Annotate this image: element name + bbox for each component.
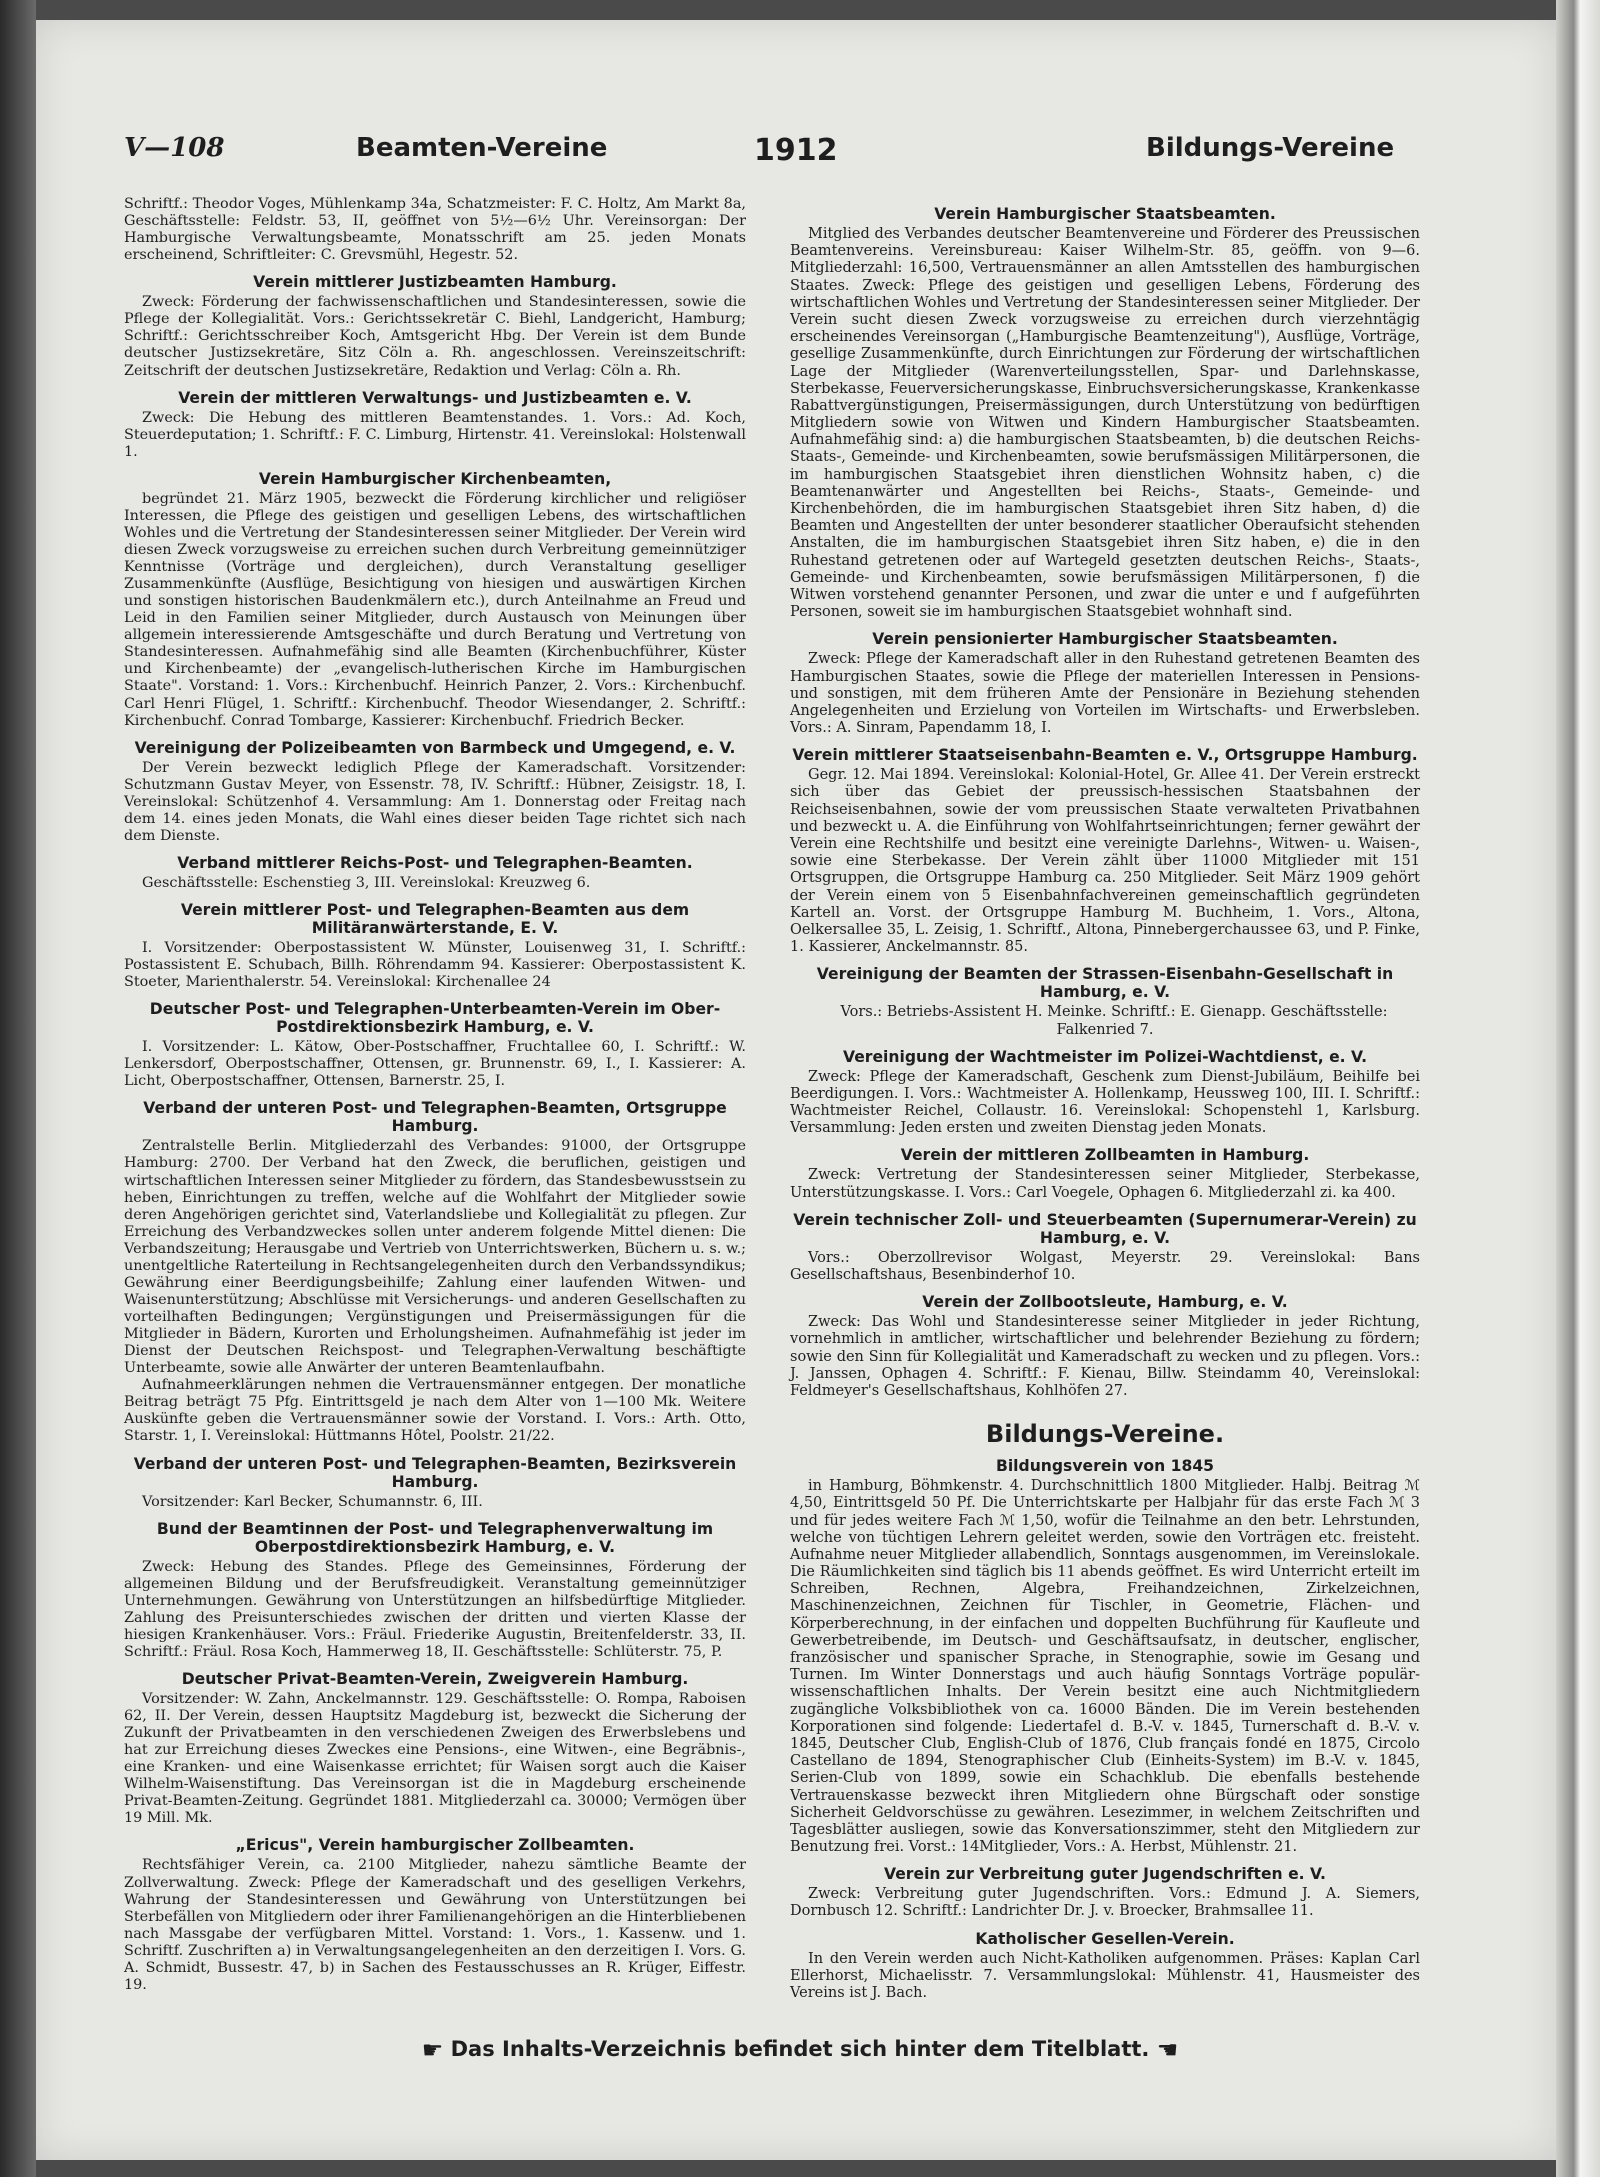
association-entry [790, 1146, 1420, 1201]
association-title: Verein mittlerer Staatseisenbahn-Beamten e. V., Ortsgruppe Hamburg. [792, 746, 1418, 765]
association-text: Geschäftsstelle: Eschenstieg 3, III. Vereinslokal: Kreuzweg 6. [142, 874, 591, 891]
association-entry [124, 1670, 746, 1828]
association-entry [124, 1000, 746, 1090]
association-title: Vereinigung der Wachtmeister im Polizei-Wachtdienst, e. V. [842, 1047, 1367, 1066]
association-text: In den Verein werden auch Nicht-Katholiken aufgenommen. Präses: Kaplan Carl Ellerhorst, Michaelisstr. 7. Versammlungslokal: Mühlenstr. 41, Hausmeister des Vereins ist J. Bach. [790, 1950, 1420, 2001]
association-title: Verein pensionierter Hamburgischer Staatsbeamten. [872, 630, 1338, 649]
association-title: Bund der Beamtinnen der Post- und Telegraphenverwaltung im Oberpostdirektionsbezirk Hamburg, e. V. [156, 1519, 714, 1556]
scan-border-left [0, 0, 36, 2177]
association-text: Gegr. 12. Mai 1894. Vereinslokal: Kolonial-Hotel, Gr. Allee 41. Der Verein erstreckt sich über das Gebiet der preussisch-hessischen Staatsbahnen der Reichseisenbahnen, sowie der vom preussischen Staate verwalteten Privatbahnen und bezweckt u. A. die Einführung von Wohlfahrtseinrichtungen; ferner gewährt der Verein eine Rechtshilfe und besitzt eine vereinigte Darlehns-, Witwen- u. Waisen-, sowie eine Sterbekasse. Der Verein zählt über 11000 Mitglieder mit 151 Ortsgruppen, die Ortsgruppe Hamburg ca. 250 Mitglieder. Seit März 1909 gehört der Verein einem von 5 Eisenbahnfachvereinen gemeinschaftlich gegründeten Kartell an. Vorst. der Ortsgruppe Hamburg M. Buchheim, 1. Vors., Altona, Oelkersallee 35, L. Zeisig, 1. Schriftf., Altona, Pinnebergerchaussee 63, und P. Finke, 1. Kassierer, Anckelmannstr. 85. [790, 767, 1420, 956]
footer-note [360, 2032, 1240, 2066]
association-text: Zweck: Pflege der Kameradschaft aller in den Ruhestand getretenen Beamten des Hamburgischen Staates, sowie die Pflege der materiellen Interessen in Pensions- und sonstigen, mit dem früheren Amte der Pensionäre in Beziehung stehenden Angelegenheiten und Erzielung von Vorteilen im Wirtschafts- und Erwerbsleben. Vors.: A. Sinram, Papendamm 18, I. [790, 651, 1420, 737]
header-year: 1912 [754, 133, 838, 168]
scan-border-right [1556, 0, 1600, 2177]
left-column [124, 196, 746, 1994]
association-title: Deutscher Post- und Telegraphen-Unterbeamten-Verein im Ober-Postdirektionsbezirk Hamburg, e. V. [149, 1000, 721, 1037]
association-title: Verein mittlerer Post- und Telegraphen-Beamten aus dem Militäranwärterstande, E. V. [180, 901, 690, 937]
association-text: Vors.: Betriebs-Assistent H. Meinke. Schriftf.: E. Gienapp. Geschäftsstelle: Falkenried 7. [840, 1004, 1388, 1038]
association-text: Zweck: Die Hebung des mittleren Beamtenstandes. 1. Vors.: Ad. Koch, Steuerdeputation; 1. Schriftf.: F. C. Limburg, Hirtenstr. 41. Vereinslokal: Holstenwall 1. [124, 409, 746, 460]
association-title: Verband der unteren Post- und Telegraphen-Beamten, Ortsgruppe Hamburg. [143, 1099, 727, 1136]
association-text: Vorsitzender: Karl Becker, Schumannstr. 6, III. [142, 1493, 483, 1510]
association-title: Verein der Zollbootsleute, Hamburg, e. V. [922, 1293, 1288, 1312]
association-title: Verband der unteren Post- und Telegraphen-Beamten, Bezirksverein Hamburg. [133, 1454, 737, 1491]
association-text: Mitglied des Verbandes deutscher Beamtenvereine und Förderer des Preussischen Beamtenvereins. Vereinsbureau: Kaiser Wilhelm-Str. 85, geöffn. von 9—6. Mitgliederzahl: 16,500, Vertrauensmänner an allen Amtsstellen des hamburgischen Staates. Zweck: Pflege des geistigen und geselligen Lebens, Förderung des wirtschaftlichen Wohles und Vertretung der Standesinteressen seiner Mitglieder. Der Verein sucht diesen Zweck vorzugsweise zu erreichen durch vierzehntägig erscheinendes Vereinsorgan („Hamburgische Beamtenzeitung"), Ausflüge, Vorträge, gesellige Zusammenkünfte, durch Einrichtungen zur Förderung der wirtschaftlichen Lage der Mitglieder (Warenverteilungsstellen, Spar- und Darlehnskasse, Sterbekasse, Feuerversicherungskasse, Einbruchsversicherungskasse, Krankenkasse Rabattvergünstigungen, Preisermässigungen, durch Unterstützung von bedürftigen Mitgliedern sowie von Witwen und Kindern Hamburgischer Staatsbeamten. Aufnahmefähig sind: a) die hamburgischen Staatsbeamten, b) die deutschen Reichs- Staats-, Gemeinde- und Kirchenbeamten, sowie berufsmässigen Militärpersonen, die im hamburgischen Staatsgebiet ihren dienstlichen Wohnsitz haben, c) die Beamtenanwärter und Angestellten bei Reichs-, Staats-, Gemeinde- und Kirchenbehörden, die im hamburgischen Staatsgebiet ihren Sitz haben, d) die Beamten und Angestellten der unter besonderer staatlicher Oberaufsicht stehenden Anstalten, die im hamburgischen Staatsgebiet ihren Sitz haben, e) die in den Ruhestand getretenen oder auf Wartegeld gesetzten deutschen Reichs-, Staats-, Gemeinde- und Kirchenbeamten, sowie berufsmässigen Militärpersonen, f) die Witwen vorstehend genannter Personen, und zwar die unter e und f aufgeführten Personen, soweit sie im hamburgischen Staatsgebiet wohnhaft sind. [790, 226, 1420, 621]
association-text: I. Vorsitzender: L. Kätow, Ober-Postschaffner, Fruchtallee 60, I. Schriftf.: W. Lenkersdorf, Oberpostschaffner, Ottensen, gr. Brunnenstr. 69, I., I. Kassierer: A. Licht, Oberpostschaffner, Ottensen, Barnerstr. 25, I. [124, 1039, 746, 1090]
association-entry [790, 746, 1420, 956]
association-text: Der Verein bezweckt lediglich Pflege der Kameradschaft. Vorsitzender: Schutzmann Gustav Meyer, von Essenstr. 78, IV. Schriftf.: Hübner, Zeisigstr. 18, I. Vereinslokal: Schützenhof 4. Versammlung: Am 1. Donnerstag oder Freitag nach dem 14. eines jeden Monats, die Wahl eines dieser beiden Tage richtet sich nach dem Dienste. [124, 759, 746, 844]
association-title: Bildungsverein von 1845 [995, 1457, 1215, 1476]
association-title: Katholischer Gesellen-Verein. [975, 1929, 1235, 1948]
association-entry [124, 1520, 746, 1661]
association-entry [790, 205, 1420, 621]
association-text: Vors.: Oberzollrevisor Wolgast, Meyerstr. 29. Vereinslokal: Bans Gesellschaftshaus, Besenbinderhof 10. [790, 1249, 1420, 1283]
association-text: Zentralstelle Berlin. Mitgliederzahl des Verbandes: 91000, der Ortsgruppe Hamburg: 2700. Der Verband hat den Zweck, die beruflichen, geistigen und wirtschaftlichen Interessen seiner Mitglieder zu fördern, das Standesbewusstsein zu heben, Einrichtungen zu treffen, welche auf die Wohlfahrt der Mitglieder sowie deren Angehörigen gerichtet sind, Vaterlandsliebe und Kollegialität zu pflegen. Zur Erreichung des Verbandzweckes sollen unter anderem folgende Mittel dienen: Die Verbandszeitung; Herausgabe und Vertrieb von Unterrichtswerken, Büchern u. s. w.; unentgeltliche Raterteilung in Rechtsangelegenheiten durch den Verbandssyndikus; Gewährung einer Beerdigungsbeihilfe; Zahlung einer laufenden Witwen- und Waisenunterstützung; Abschlüsse mit Versicherungs- und anderen Gesellschaften zu vorteilhaften Bedingungen; Vergünstigungen und Preisermässigungen für die Mitglieder in Bädern, Kurorten und Erholungsheimen. Aufnahmefähig ist jeder im Dienst der Deutschen Reichspost- und Telegraphen-Verwaltung beschäftigte Unterbeamte, sowie alle Anwärter der unteren Beamtenlaufbahn. [124, 1138, 746, 1377]
intro-paragraph: Schriftf.: Theodor Voges, Mühlenkamp 34a, Schatzmeister: F. C. Holtz, Am Markt 8a, Geschäftsstelle: Feldstr. 53, II, geöffnet von 5½—6½ Uhr. Vereinsorgan: Der Hamburgische Verwaltungsbeamte, Monatsschrift am 25. jeden Monats erscheinend, Schriftleiter: C. Grevsmühl, Hegestr. 52. [124, 196, 746, 264]
association-text: Zweck: Hebung des Standes. Pflege des Gemeinsinnes, Förderung der allgemeinen Bildung und der Berufsfreudigkeit. Veranstaltung gemeinnütziger Unternehmungen. Gewährung von Unterstützungen an hilfsbedürftige Mitglieder. Zahlung des Preisunterschiedes zwischen der dritten und vierten Klasse der hiesigen Krankenhäuser. Vors.: Fräul. Friederike Augustin, Breitenfelderstr. 33, II. Schriftf.: Fräul. Rosa Koch, Hammerweg 18, II. Geschäftsstelle: Schlüterstr. 75, P. [124, 1558, 746, 1660]
association-entry [790, 1930, 1420, 2003]
association-text: Zweck: Förderung der fachwissenschaftlichen und Standesinteressen, sowie die Pflege der Kollegialität. Vors.: Gerichtssekretär C. Biehl, Landgericht, Hamburg; Schriftf.: Gerichtsschreiber Koch, Amtsgericht Hbg. Der Verein ist dem Bunde deutscher Justizsekretäre, Sitz Cöln a. Rh. angeschlossen. Vereinszeitschrift: Zeitschrift der deutschen Justizsekretäre, Redaktion und Verlag: Cöln a. Rh. [124, 294, 746, 379]
association-title: Verein der mittleren Verwaltungs- und Justizbeamten e. V. [178, 388, 692, 407]
association-entry [790, 965, 1420, 1038]
pointing-hand-right-icon: ☛ [421, 2036, 444, 2064]
association-entry [124, 1836, 746, 1994]
association-entry [124, 273, 746, 379]
association-text: Zweck: Das Wohl und Standesinteresse seiner Mitglieder in jeder Richtung, vornehmlich in amtlicher, wirtschaftlicher und belehrender Beziehung zu fördern; sowie den Sinn für Kollegialität und Kameradschaft zu wecken und zu pflegen. Vors.: J. Janssen, Ophagen 4. Schriftf.: F. Kienau, Billw. Steindamm 40, Vereinslokal: Feldmeyer's Gesellschaftshaus, Kohlhöfen 27. [790, 1314, 1420, 1399]
association-text: I. Vorsitzender: Oberpostassistent W. Münster, Louisenweg 31, I. Schriftf.: Postassistent E. Schubach, Billh. Röhrendamm 94. Kassierer: Oberpostassistent K. Stoeter, Marienthalerstr. 54. Vereinslokal: Kirchenallee 24 [124, 940, 746, 991]
association-title: Verein mittlerer Justizbeamten Hamburg. [253, 273, 617, 292]
association-entry [790, 1211, 1420, 1284]
association-entry [124, 1099, 746, 1445]
association-text: Zweck: Verbreitung guter Jugendschriften. Vors.: Edmund J. A. Siemers, Dornbusch 12. Schriftf.: Landrichter Dr. J. v. Broecker, Brahmsallee 11. [790, 1886, 1420, 1920]
association-entry [124, 901, 746, 991]
association-text: in Hamburg, Böhmkenstr. 4. Durchschnittlich 1800 Mitglieder. Halbj. Beitrag ℳ 4,50, Eintrittsgeld 50 Pf. Die Unterrichtskarte per Halbjahr für das erste Fach ℳ 3 und für jedes weitere Fach ℳ 1,50, wofür die Teilnahme an den betr. Lehrstunden, welche von tüchtigen Lehrern geleitet werden, sowie den Vorträgen etc. freisteht. Aufnahme neuer Mitglieder allabendlich, Sonntags ausgenommen, im Vereinslokale. Die Räumlichkeiten sind täglich bis 11 abends geöffnet. Es wird Unterricht erteilt im Schreiben, Rechnen, Algebra, Freihandzeichnen, Zirkelzeichnen, Maschinenzeichnen, Zeichnen für Tischler, in Geometrie, Flächen- und Körperberechnung, in der einfachen und doppelten Buchführung für Kaufleute und Gewerbetreibende, im Deutsch- und Geschäftsaufsatz, in deutscher, englischer, französischer und spanischer Sprache, in Stenographie, sowie im Gesang und Turnen. Im Winter Donnerstags und auch häufig Sonntags Vorträge populär-wissenschaftlichen Inhalts. Der Verein besitzt eine auch Nichtmitgliedern zugängliche Volksbibliothek von ca. 16000 Bänden. Die im Verein bestehenden Korporationen sind folgende: Liedertafel d. B.-V. v. 1845, Turnerschaft d. B.-V. v. 1845, Deutscher Club, English-Club of 1876, Club français fondé en 1875, Circolo Castellano de 1894, Stenographischer Club (Einheits-System) im B.-V. v. 1845, Serien-Club von 1899, sowie ein Schachklub. Die ebenfalls bestehende Vertrauenskasse bezweckt ihren Mitgliedern ohne Bürgschaft oder sonstige Sicherheit Geldvorschüsse zu gewähren. Lesezimmer, in welchem Zeitschriften und Tagesblätter ausliegen, sowie das Konversationszimmer, steht den Mitgliedern zur Benutzung frei. Vorst.: 14Mitglieder, Vors.: A. Herbst, Mühlenstr. 21. [790, 1478, 1420, 1856]
association-entry [790, 1293, 1420, 1400]
association-title: Verein technischer Zoll- und Steuerbeamten (Supernumerar-Verein) zu Hamburg, e. V. [793, 1210, 1417, 1247]
association-title: „Ericus", Verein hamburgischer Zollbeamten. [235, 1836, 635, 1855]
association-entry [124, 854, 746, 892]
page-number: V—108 [124, 133, 225, 163]
association-text: Zweck: Vertretung der Standesinteressen seiner Mitglieder, Sterbekasse, Unterstützungskasse. I. Vors.: Carl Voegele, Ophagen 6. Mitgliederzahl zi. ka 400. [790, 1167, 1420, 1201]
page-header [124, 133, 1424, 173]
association-title: Verein der mittleren Zollbeamten in Hamburg. [900, 1146, 1310, 1165]
association-entry [790, 630, 1420, 737]
right-column [790, 196, 1420, 2002]
header-left-title: Beamten-Vereine [356, 133, 608, 163]
association-entry [790, 1048, 1420, 1138]
association-title: Verein Hamburgischer Kirchenbeamten, [258, 469, 612, 488]
association-title: Vereinigung der Beamten der Strassen-Eisenbahn-Gesellschaft in Hamburg, e. V. [816, 965, 1394, 1002]
pointing-hand-left-icon: ☚ [1156, 2036, 1179, 2064]
association-text: Zweck: Pflege der Kameradschaft, Geschenk zum Dienst-Jubiläum, Beihilfe bei Beerdigungen. I. Vors.: Wachtmeister A. Hollenkamp, Heussweg 100, III. I. Schriftf.: Wachtmeister Reichel, Collaustr. 16. Vereinslokal: Schopenstehl 1, Karlsburg. Versammlung: Jeden ersten und zweiten Dienstag jeden Monats. [790, 1068, 1420, 1137]
association-text: Aufnahmeerklärungen nehmen die Vertrauensmänner entgegen. Der monatliche Beitrag beträgt 75 Pfg. Eintrittsgeld je nach dem Alter von 1—100 Mk. Weitere Auskünfte geben die Vertrauensmänner sowie der Vorstand. I. Vors.: Arth. Otto, Starstr. 1, I. Vereinslokal: Hüttmanns Hôtel, Poolstr. 21/22. [124, 1377, 746, 1445]
association-entry [124, 739, 746, 845]
association-entry [124, 389, 746, 461]
association-entry [790, 1865, 1420, 1920]
association-entry [124, 1455, 746, 1511]
association-entry [124, 470, 746, 730]
association-title: Vereinigung der Polizeibeamten von Barmbeck und Umgegend, e. V. [134, 738, 736, 757]
association-title: Verein zur Verbreitung guter Jugendschriften e. V. [884, 1865, 1326, 1884]
association-entry [790, 1457, 1420, 1856]
bildungs-vereine-heading: Bildungs-Vereine. [985, 1420, 1225, 1449]
header-right-title: Bildungs-Vereine [1146, 133, 1395, 163]
association-title: Verband mittlerer Reichs-Post- und Telegraphen-Beamten. [177, 853, 693, 872]
association-text: Vorsitzender: W. Zahn, Anckelmannstr. 129. Geschäftsstelle: O. Rompa, Raboisen 62, II. Der Verein, dessen Hauptsitz Magdeburg ist, bezweckt die Sicherung der Zukunft der Privatbeamten in den verschiedenen Zweigen des Erwerbslebens und hat zur Erreichung dieses Zweckes eine Pensions-, eine Witwen-, eine Begräbnis-, eine Kranken- und eine Waisenkasse errichtet; für Waisen sorgt auch die Kaiser Wilhelm-Waisenstiftung. Das Vereinsorgan ist die in Magdeburg erscheinende Privat-Beamten-Zeitung. Gegründet 1881. Mitgliederzahl ca. 30000; Vermögen über 19 Mill. Mk. [124, 1690, 746, 1827]
association-text: begründet 21. März 1905, bezweckt die Förderung kirchlicher und religiöser Interessen, die Pflege des geistigen und geselligen Lebens, des wirtschaftlichen Wohles und die Vertretung der Standesinteressen seiner Mitglieder. Der Verein wird diesen Zweck vorzugsweise zu erreichen suchen durch Verbreitung gemeinnütziger Kenntnisse (Vorträge und dergleichen), durch Veranstaltung geselliger Zusammenkünfte (Ausflüge, Besichtigung von hiesigen und auswärtigen Kirchen und sonstigen historischen Baudenkmälern etc.), durch Anteilnahme an Freud und Leid in den Familien seiner Mitglieder, durch Austausch von Meinungen über allgemein interessierende Amtsgeschäfte und durch Beratung und Vertretung von Standesinteressen. Aufnahmefähig sind alle Beamten (Kirchenbuchführer, Küster und Kirchenbeamte) der „evangelisch-lutherischen Kirche im Hamburgischen Staate". Vorstand: 1. Vors.: Kirchenbuchf. Heinrich Panzer, 2. Vors.: Kirchenbuchf. Carl Henri Flügel, 1. Schriftf.: Kirchenbuchf. Theodor Wiesendanger, 2. Schriftf.: Kirchenbuchf. Conrad Tombarge, Kassierer: Kirchenbuchf. Friedrich Becker. [124, 490, 746, 729]
association-text: Rechtsfähiger Verein, ca. 2100 Mitglieder, nahezu sämtliche Beamte der Zollverwaltung. Zweck: Pflege der Kameradschaft und des geselligen Verkehrs, Wahrung der Standesinteressen und Gewährung von Unterstützungen bei Sterbefällen von Mitgliedern oder ihrer Familienangehörigen an die Hinterbliebenen nach Massgabe der verfügbaren Mittel. Vorstand: 1. Vors., 1. Kassenw. und 1. Schriftf. Zuschriften a) in Verwaltungsangelegenheiten an den derzeitigen I. Vors. G. A. Schmidt, Bussestr. 47, b) in Sachen des Festausschusses an R. Krüger, Eiffestr. 19. [124, 1857, 746, 1993]
association-title: Deutscher Privat-Beamten-Verein, Zweigverein Hamburg. [181, 1669, 689, 1688]
association-title: Verein Hamburgischer Staatsbeamten. [934, 205, 1276, 223]
footer-text: Das Inhalts-Verzeichnis befindet sich hinter dem Titelblatt. [450, 2037, 1150, 2061]
